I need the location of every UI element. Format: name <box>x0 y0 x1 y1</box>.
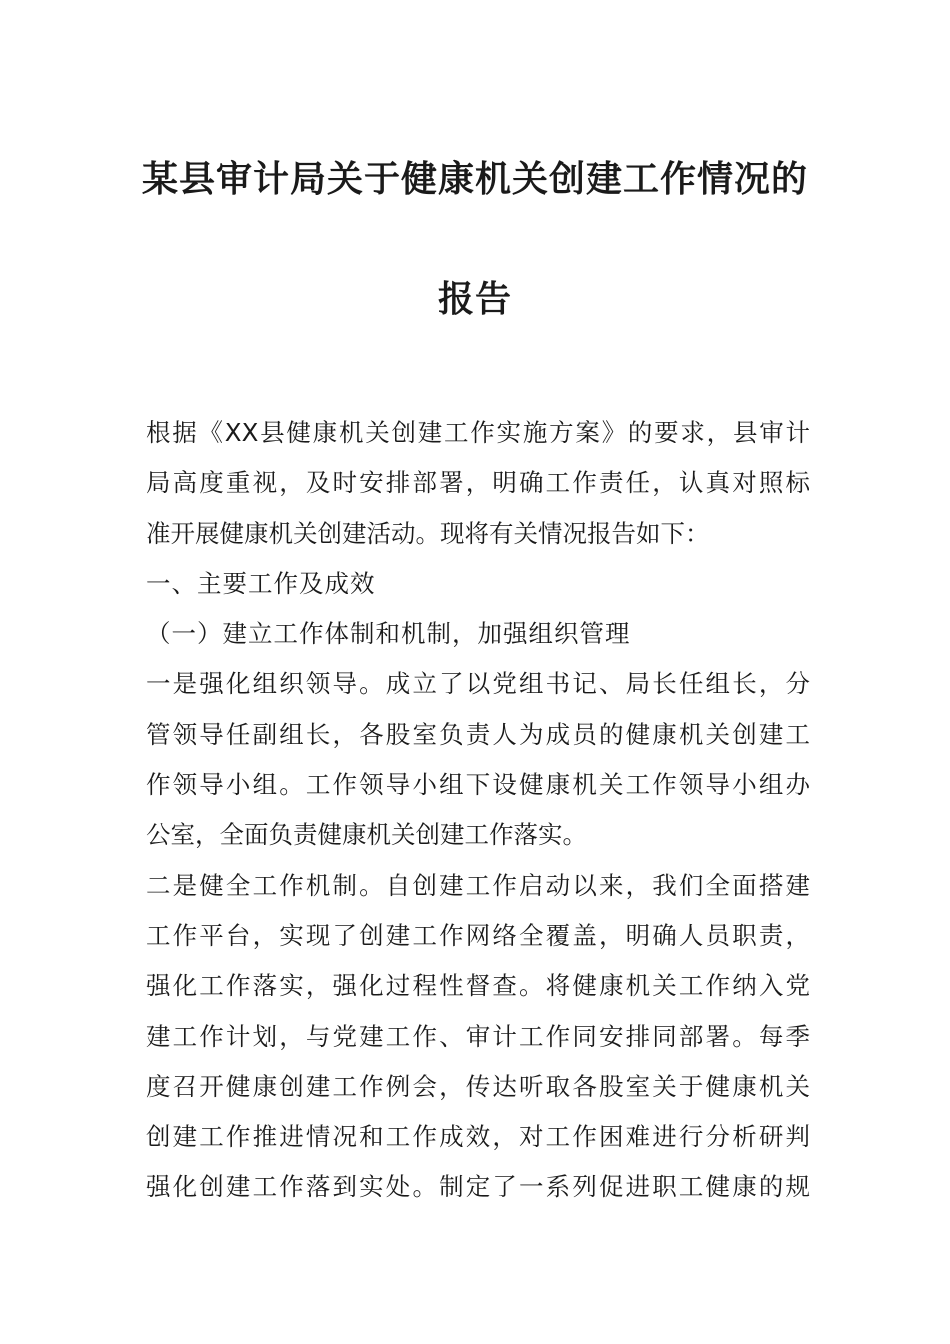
body-line: 二是健全工作机制。自创建工作启动以来，我们全面搭建 <box>146 870 810 900</box>
document-title-line-1: 某县审计局关于健康机关创建工作情况的 <box>141 159 808 200</box>
document-body <box>146 408 810 1213</box>
section-heading: 一、主要工作及成效 <box>146 568 376 598</box>
body-line: 准开展健康机关创建活动。现将有关情况报告如下： <box>146 518 710 548</box>
body-line: 根据《XX县健康机关创建工作实施方案》的要求，县审计 <box>146 418 810 447</box>
body-line: 管领导任副组长，各股室负责人为成员的健康机关创建工 <box>146 719 810 749</box>
subsection-heading: （一）建立工作体制和机制，加强组织管理 <box>146 619 631 649</box>
body-line: 强化创建工作落到实处。制定了一系列促进职工健康的规 <box>146 1172 810 1202</box>
document-title-line-2: 报告 <box>437 279 512 320</box>
body-line: 局高度重视，及时安排部署，明确工作责任，认真对照标 <box>146 468 810 498</box>
body-line: 作领导小组。工作领导小组下设健康机关工作领导小组办 <box>146 770 810 800</box>
body-line: 创建工作推进情况和工作成效，对工作困难进行分析研判 <box>146 1122 810 1152</box>
body-line: 公室，全面负责健康机关创建工作落实。 <box>146 820 587 850</box>
body-line: 强化工作落实，强化过程性督查。将健康机关工作纳入党 <box>146 971 810 1001</box>
body-line: 工作平台，实现了创建工作网络全覆盖，明确人员职责， <box>146 920 810 950</box>
body-line: 建工作计划，与党建工作、审计工作同安排同部署。每季 <box>146 1021 810 1051</box>
body-line: 一是强化组织领导。成立了以党组书记、局长任组长，分 <box>146 669 810 699</box>
body-line: 度召开健康创建工作例会，传达听取各股室关于健康机关 <box>146 1071 810 1101</box>
